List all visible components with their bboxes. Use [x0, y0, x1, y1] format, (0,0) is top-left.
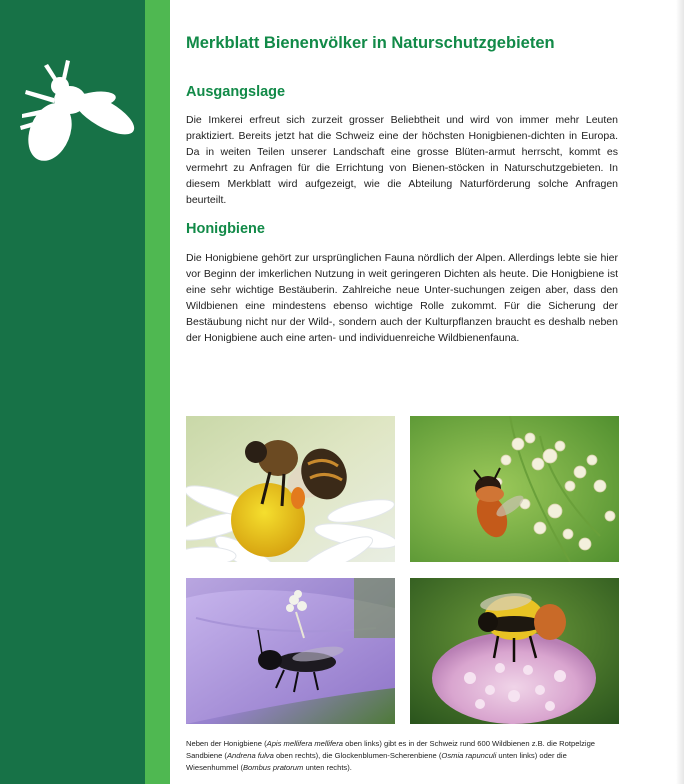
photo-bumblebee-scabious — [410, 578, 619, 724]
section-text-honigbiene: Die Honigbiene gehört zur ursprünglichen Fauna nördlich der Alpen. Allerdings lebte sie hier vor Beginn der imkerlichen Nutzung in weit geringeren Dichten als heute. Die Honigbiene ist eine sehr wichtige Bestäuberin. Zahlreiche neue Unter-suchungen zeigen aber, dass den Wildbienen eine mindestens ebenso wichtige Rolle zukommt. Für die Sicherung der Bestäubung nicht nur der Wild-, sondern auch der Kulturpflanzen braucht es deshalb neben der Honigbiene auch eine arten- und individuenreiche Wildbienenfauna. — [186, 252, 618, 345]
page-edge-shadow — [676, 0, 684, 784]
document-title: Merkblatt Bienenvölker in Naturschutzgebieten — [186, 34, 555, 52]
photo-caption: Neben der Honigbiene (Apis mellifera mellifera oben links) gibt es in der Schweiz rund 600 Wildbienen z.B. die Rotpelzige Sandbiene (Andrena fulva oben rechts), die Glockenblumen-Scherenbiene (Osmia rapunculi unten links) oder die Wiesenhummel (Bombus pratorum unten rechts). — [186, 739, 596, 772]
section-heading-honigbiene: Honigbiene — [186, 221, 265, 237]
bee-logo-icon — [14, 56, 136, 166]
photo-scissorbee-bellflower — [186, 578, 395, 724]
photo-sandbee-blossoms — [410, 416, 619, 562]
sidebar-light-band — [145, 0, 170, 784]
section-text-ausgangslage: Die Imkerei erfreut sich zurzeit grosser Beliebtheit und wird von immer mehr Leuten praktiziert. Bereits jetzt hat die Schweiz eine der höchsten Honigbienen-dichten in Europa. Da in weiten Teilen unserer Landschaft eine grosse Blüten-armut herrscht, kommt es vermehrt zu Anfragen für die Errichtung von Bienen-stöcken in Naturschutzgebieten. In diesem Merkblatt wird aufgezeigt, wie die Abteilung Naturförderung solche Anfragen beurteilt. — [186, 114, 618, 207]
section-heading-ausgangslage: Ausgangslage — [186, 84, 286, 100]
photo-honeybee-daisy — [186, 416, 395, 562]
